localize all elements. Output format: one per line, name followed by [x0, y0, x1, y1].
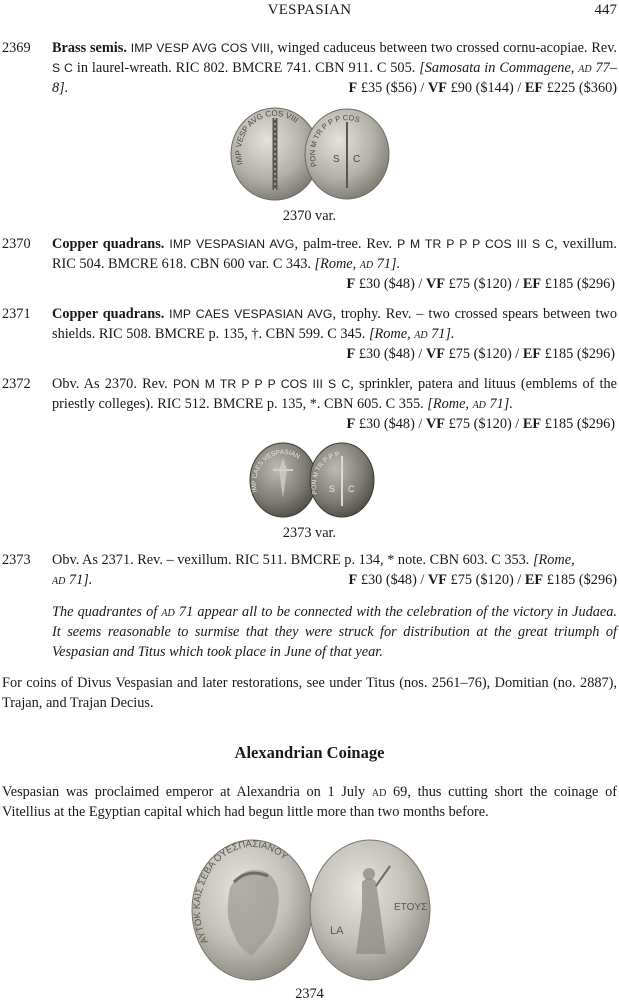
entry-number: 2373 — [2, 552, 31, 568]
historical-note: The quadrantes of ad 71 appear all to be connected with the celebration of the victory in Judaea. It seems reasonable to surmise that they were struck for distribution at the great triumph of Vespasian and Titus which took place in June of that year. — [52, 604, 617, 660]
price-line: F £30 ($48) / VF £75 ($120) / EF £185 ($296) — [346, 276, 615, 292]
page-number: 447 — [594, 2, 617, 18]
price-line: F £35 ($56) / VF £90 ($144) / EF £225 ($360) — [348, 80, 617, 96]
mint-attribution: [Samosata in Commagene, ad 77–8]. — [52, 60, 617, 96]
entry-body: Copper quadrans. IMP CAES VESPASIAN AVG, trophy. Rev. – two crossed spears between two shields. RIC 508. BMCRE p. 135, †. CBN 599. C 345. [Rome, ad 71]. F £30 ($48) / VF £75 ($120) / EF £185 ($296) — [52, 306, 617, 362]
obverse-coin — [192, 839, 312, 980]
denomination: Copper quadrans. — [52, 236, 165, 252]
svg-text:PON M TR P P P: PON M TR P P P — [310, 450, 341, 495]
reverse-coin — [305, 109, 389, 199]
entry-number: 2371 — [2, 306, 31, 322]
svg-text:AYTOK KAIΣ ΣEBA OYEΣΠAΣIANOY: AYTOK KAIΣ ΣEBA OYEΣΠAΣIANOY — [191, 838, 290, 946]
denomination: Copper quadrans. — [52, 306, 165, 322]
figure-caption-2370: 2370 var. — [282, 208, 337, 224]
cross-reference-paragraph: For coins of Divus Vespasian and later restorations, see under Titus (nos. 2561–76), Domitian (no. 2887), Trajan, and Trajan Decius. — [2, 675, 617, 711]
catalogue-entry-2373 — [0, 550, 619, 590]
catalogue-entry-2370 — [0, 234, 619, 294]
coin-photo-2374 — [190, 838, 434, 982]
reverse-legend: P M TR P P P COS III S C — [397, 237, 555, 251]
price-line: F £30 ($48) / VF £75 ($120) / EF £185 ($296) — [348, 572, 617, 588]
section-heading: Alexandrian Coinage — [234, 743, 385, 762]
reverse-coin — [310, 840, 430, 980]
svg-text:IMP VESP AVG COS VIII: IMP VESP AVG COS VIII — [233, 108, 300, 167]
mint-attribution: [Rome, ad 71]. — [368, 326, 455, 342]
obverse-coin — [250, 443, 316, 517]
catalogue-entry-2371 — [0, 304, 619, 364]
reverse-coin — [310, 443, 374, 517]
svg-text:S: S — [333, 154, 340, 165]
description-text: , winged caduceus between two crossed cornu-acopiae. Rev. — [270, 40, 617, 56]
references-text: in laurel-wreath. RIC 802. BMCRE 741. CBN 911. C 505. — [72, 60, 420, 76]
obverse-legend: IMP VESP AVG COS VIII — [130, 41, 270, 55]
obverse-legend: IMP CAES VESPASIAN AVG — [169, 307, 333, 321]
entry-body: Obv. As 2371. Rev. – vexillum. RIC 511. BMCRE p. 134, * note. CBN 603. C 353. [Rome, ad 71]. F £30 ($48) / VF £75 ($120) / EF £185 ($296) — [52, 552, 617, 588]
entry-number: 2370 — [2, 236, 31, 252]
mint-attribution: [Rome, ad 71]. — [314, 256, 401, 272]
catalogue-entry-2369 — [0, 38, 619, 98]
svg-text:C: C — [353, 154, 361, 165]
svg-text:C: C — [348, 484, 355, 494]
svg-text:PON M TR P P P COS: PON M TR P P P COS — [307, 113, 361, 168]
era-marker: ad — [52, 572, 66, 588]
entry-body: Copper quadrans. IMP VESPASIAN AVG, palm-tree. Rev. P M TR P P P COS III S C, vexillum. RIC 504. BMCRE 618. CBN 600 var. C 343. [Rome, ad 71]. F £30 ($48) / VF £75 ($120) / EF £185 ($296) — [52, 236, 618, 292]
svg-text:S: S — [329, 484, 336, 494]
introductory-paragraph: Vespasian was proclaimed emperor at Alexandria on 1 July ad 69, thus cutting short the coinage of Vitellius at the Egyptian capital which had begun little more than two months before. — [2, 784, 617, 820]
svg-text:LA: LA — [330, 925, 344, 937]
obverse-legend: IMP VESPASIAN AVG — [169, 237, 295, 251]
reverse-legend: PON M TR P P P COS III S C — [172, 377, 351, 391]
price-line: F £30 ($48) / VF £75 ($120) / EF £185 ($296) — [346, 416, 615, 432]
running-title: VESPASIAN — [267, 2, 352, 18]
mint-attribution: [Rome, — [532, 552, 575, 568]
running-header — [0, 0, 619, 22]
entry-number: 2372 — [2, 376, 31, 392]
svg-text:ETOYΣ: ETOYΣ — [394, 902, 428, 913]
coin-photo-2373 — [249, 440, 375, 520]
entry-body — [52, 38, 617, 98]
coin-photo-2370 — [229, 104, 391, 204]
price-line: F £30 ($48) / VF £75 ($120) / EF £185 ($296) — [346, 346, 615, 362]
entry-body: Obv. As 2370. Rev. PON M TR P P P COS III S C, sprinkler, patera and lituus (emblems of the priestly colleges). RIC 512. BMCRE p. 135, *. CBN 605. C 355. [Rome, ad 71]. F £30 ($48) / VF £75 ($120) / EF £185 ($296) — [52, 376, 618, 432]
reverse-legend: S C — [52, 61, 73, 75]
catalogue-entry-2372 — [0, 374, 619, 434]
svg-text:IMP CAES VESPASIAN: IMP CAES VESPASIAN — [250, 448, 301, 494]
denomination: Brass semis. — [52, 40, 127, 56]
figure-caption-2374: 2374 — [295, 986, 324, 1002]
figure-caption-2373: 2373 var. — [282, 525, 337, 541]
mint-attribution: [Rome, ad 71]. — [427, 396, 513, 412]
entry-number: 2369 — [2, 40, 31, 56]
